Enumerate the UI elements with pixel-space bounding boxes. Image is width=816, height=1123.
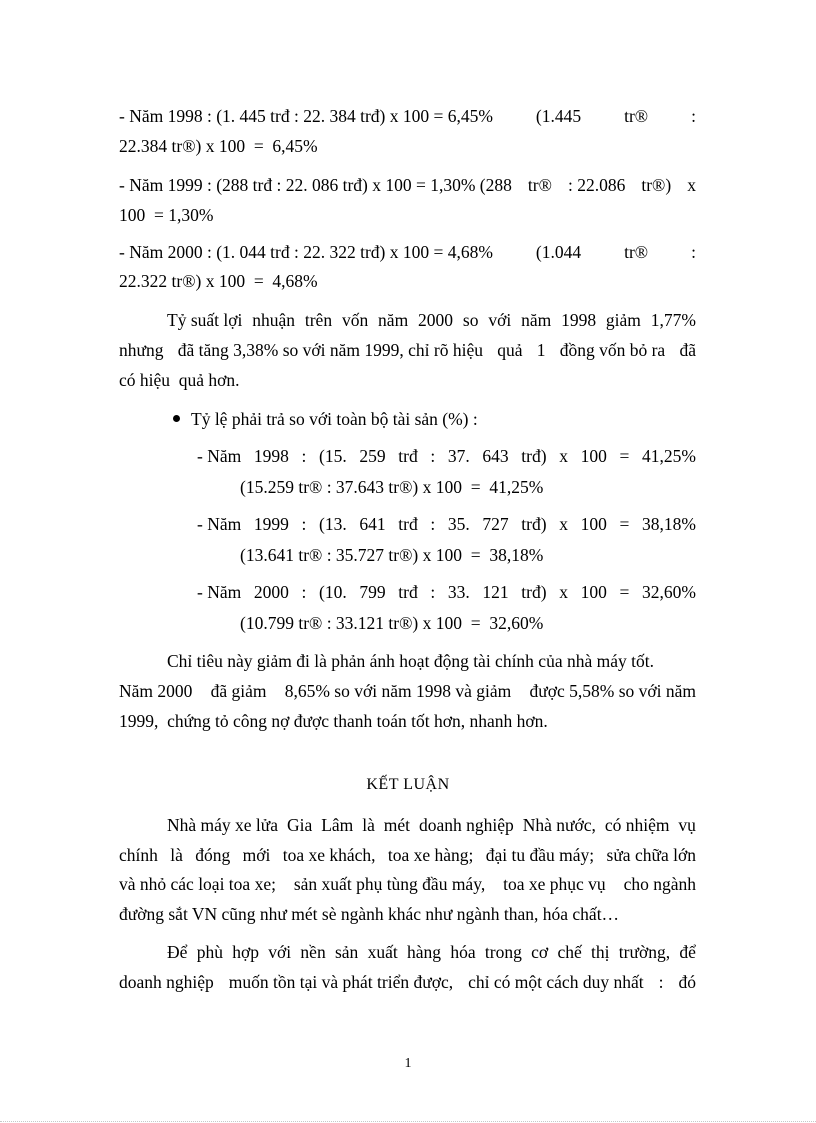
text-segment: là <box>170 845 183 865</box>
text-segment: trong <box>484 942 522 962</box>
text-segment: (1.445 <box>535 106 582 126</box>
text-segment: đã tăng 3,38% so với năm 1999, chỉ rõ hiệu <box>177 340 483 360</box>
text-segment: vụ <box>678 815 696 835</box>
text-segment: trường, <box>618 942 671 962</box>
text-segment: với <box>268 942 292 962</box>
text-segment: x <box>559 582 568 602</box>
text-segment: quả <box>497 340 523 360</box>
roa-1999-cont: 100 = 1,30% <box>119 205 214 225</box>
text-segment: để <box>679 942 696 962</box>
text-segment: : <box>691 106 696 126</box>
text-segment: hóa <box>450 942 476 962</box>
text-segment: giảm <box>605 310 641 330</box>
text-segment: trđ) <box>521 582 547 602</box>
text-segment: x <box>559 446 568 466</box>
debt-1999-cont: (13.641 tr® : 35.727 tr®) x 100 = 38,18% <box>240 545 544 565</box>
text-segment: nền <box>300 942 326 962</box>
debt-paragraph-line3: 1999, chứng tỏ công nợ được thanh toán tốt hơn, nhanh hơn. <box>119 711 548 731</box>
text-segment: 799 <box>359 582 386 602</box>
text-segment: 100 <box>580 514 607 534</box>
text-segment: đóng <box>195 845 231 865</box>
text-segment: : <box>691 242 696 262</box>
roa-1998-cont: 22.384 tr®) x 100 = 6,45% <box>119 136 318 156</box>
text-segment: : <box>301 446 307 466</box>
text-segment: 1,77% <box>650 310 696 330</box>
text-segment: 1 <box>536 340 546 360</box>
text-segment: : <box>301 582 307 602</box>
debt-1998-cont: (15.259 tr® : 37.643 tr®) x 100 = 41,25% <box>240 477 544 497</box>
text-segment: 2000 <box>418 310 454 330</box>
debt-1999-line <box>197 514 696 534</box>
text-segment: năm <box>521 310 552 330</box>
conclusion-p1-line3 <box>119 874 696 894</box>
text-segment: tr® <box>527 175 552 195</box>
text-segment: 32,60% <box>642 582 696 602</box>
text-segment: đã <box>679 340 696 360</box>
text-segment: 121 <box>482 582 509 602</box>
text-segment: = <box>619 582 630 602</box>
text-segment: mới <box>242 845 271 865</box>
text-segment: toa xe phục vụ <box>503 874 606 894</box>
text-segment: x <box>687 175 696 195</box>
text-segment: 1999 <box>253 514 289 534</box>
text-segment: Nhà máy xe lửa <box>167 815 279 835</box>
text-segment: sửa chữa lớn <box>606 845 696 865</box>
text-segment: 2000 <box>253 582 289 602</box>
text-segment: so <box>462 310 479 330</box>
text-segment: - Năm <box>197 446 242 466</box>
text-segment: cơ <box>531 942 549 962</box>
text-segment: 727 <box>482 514 509 534</box>
conclusion-p2-line2 <box>119 972 696 992</box>
text-segment: (10. <box>319 582 347 602</box>
text-segment: (13. <box>319 514 347 534</box>
text-segment: năm <box>378 310 409 330</box>
text-segment: nhưng <box>119 340 164 360</box>
debt-2000-line <box>197 582 696 602</box>
text-segment: 41,25% <box>642 446 696 466</box>
text-segment: muốn tồn tại và phát triển được, <box>228 972 454 992</box>
text-segment: Lâm <box>321 815 354 835</box>
conclusion-p1-line4: đường sắt VN cũng như mét sè ngành khác như ngành than, hóa chất… <box>119 904 620 924</box>
conclusion-title: KẾT LUẬN <box>366 776 450 793</box>
roa-1998-line <box>119 106 696 126</box>
text-segment: đồng vốn bỏ ra <box>559 340 666 360</box>
debt-2000-cont: (10.799 tr® : 33.121 tr®) x 100 = 32,60% <box>240 613 544 633</box>
text-segment: tr®) <box>641 175 672 195</box>
text-segment: chỉ có một cách duy nhất <box>468 972 644 992</box>
text-segment: được 5,58% so với năm <box>529 681 696 701</box>
text-segment: có nhiệm <box>604 815 670 835</box>
text-segment: toa xe hàng; <box>387 845 474 865</box>
text-segment: 35. <box>447 514 470 534</box>
text-segment: trđ <box>398 582 418 602</box>
debt-paragraph-line1 <box>167 651 696 671</box>
text-segment: : <box>658 972 664 992</box>
text-segment: 37. <box>447 446 470 466</box>
text-segment: (1.044 <box>535 242 582 262</box>
text-segment: : <box>301 514 307 534</box>
text-segment: Tỷ suất lợi <box>167 310 243 330</box>
text-segment: và nhỏ các loại toa xe; <box>119 874 276 894</box>
debt-bullet-heading: Tỷ lệ phải trả so với toàn bộ tài sản (%) : <box>191 409 478 429</box>
text-segment: thị <box>591 942 610 962</box>
text-segment: chính <box>119 845 158 865</box>
text-segment: (15. <box>319 446 347 466</box>
text-segment: tr® <box>624 106 649 126</box>
text-segment: doanh nghiệp <box>119 972 214 992</box>
roa-1999-line <box>119 175 696 195</box>
roa-paragraph-line1 <box>167 310 696 330</box>
text-segment: hợp <box>232 942 259 962</box>
text-segment: Năm 2000 <box>119 681 193 701</box>
text-segment: chế <box>557 942 582 962</box>
text-segment: nhuận <box>252 310 295 330</box>
text-segment: trên <box>304 310 333 330</box>
roa-paragraph-line3: có hiệu quả hơn. <box>119 370 240 390</box>
text-segment: - Năm 2000 : (1. 044 trđ : 22. 322 trđ) x 100 = 4,68% <box>119 242 493 262</box>
text-segment: là <box>362 815 375 835</box>
page-bottom-divider <box>0 1121 816 1122</box>
text-segment: đại tu đầu máy; <box>485 845 595 865</box>
text-segment: doanh nghiệp <box>418 815 514 835</box>
text-segment: Gia <box>286 815 313 835</box>
text-segment: vốn <box>341 310 369 330</box>
text-segment: = <box>619 514 630 534</box>
text-segment: : <box>430 514 436 534</box>
text-segment: Chỉ tiêu này giảm đi là phản ánh hoạt động tài chính của nhà máy tốt. <box>167 651 654 671</box>
text-segment: 100 <box>580 582 607 602</box>
text-segment: trđ) <box>521 446 547 466</box>
text-segment: - Năm 1999 : (288 trđ : 22. 086 trđ) x 100 = 1,30% (288 <box>119 175 512 195</box>
text-segment: : 22.086 <box>567 175 626 195</box>
text-segment: trđ) <box>521 514 547 534</box>
roa-2000-cont: 22.322 tr®) x 100 = 4,68% <box>119 271 318 291</box>
text-segment: 641 <box>359 514 386 534</box>
text-segment: 8,65% so với năm 1998 và giảm <box>284 681 512 701</box>
text-segment: Để <box>167 942 188 962</box>
text-segment: phù <box>196 942 223 962</box>
text-segment: Nhà nước, <box>522 815 596 835</box>
text-segment: toa xe khách, <box>282 845 376 865</box>
text-segment: đó <box>678 972 696 992</box>
text-segment: x <box>559 514 568 534</box>
debt-paragraph-line2 <box>119 681 696 701</box>
text-segment: hàng <box>407 942 442 962</box>
text-segment: đã giảm <box>210 681 267 701</box>
text-segment: - Năm 1998 : (1. 445 trđ : 22. 384 trđ) x 100 = 6,45% <box>119 106 493 126</box>
bullet-icon <box>173 415 180 422</box>
text-segment: trđ <box>398 446 418 466</box>
text-segment: = <box>619 446 630 466</box>
text-segment: - Năm <box>197 514 242 534</box>
text-segment: cho ngành <box>623 874 696 894</box>
text-segment: với <box>488 310 512 330</box>
roa-paragraph-line2 <box>119 340 696 360</box>
text-segment: : <box>430 582 436 602</box>
debt-1998-line <box>197 446 696 466</box>
text-segment: - Năm <box>197 582 242 602</box>
text-segment: tr® <box>624 242 649 262</box>
text-segment: trđ <box>398 514 418 534</box>
conclusion-p1-line2 <box>119 845 696 865</box>
text-segment: 259 <box>359 446 386 466</box>
text-segment: xuất <box>367 942 398 962</box>
text-segment: sản xuất phụ tùng đầu máy, <box>293 874 486 894</box>
conclusion-p2-line1 <box>167 942 696 962</box>
page-number: 1 <box>404 1056 412 1071</box>
roa-2000-line <box>119 242 696 262</box>
text-segment: 38,18% <box>642 514 696 534</box>
conclusion-p1-line1 <box>167 815 696 835</box>
text-segment: : <box>430 446 436 466</box>
text-segment: 33. <box>447 582 470 602</box>
text-segment: sản <box>334 942 359 962</box>
text-segment: 100 <box>580 446 607 466</box>
text-segment: 1998 <box>561 310 597 330</box>
text-segment: 643 <box>482 446 509 466</box>
text-segment: mét <box>383 815 411 835</box>
text-segment: 1998 <box>253 446 289 466</box>
